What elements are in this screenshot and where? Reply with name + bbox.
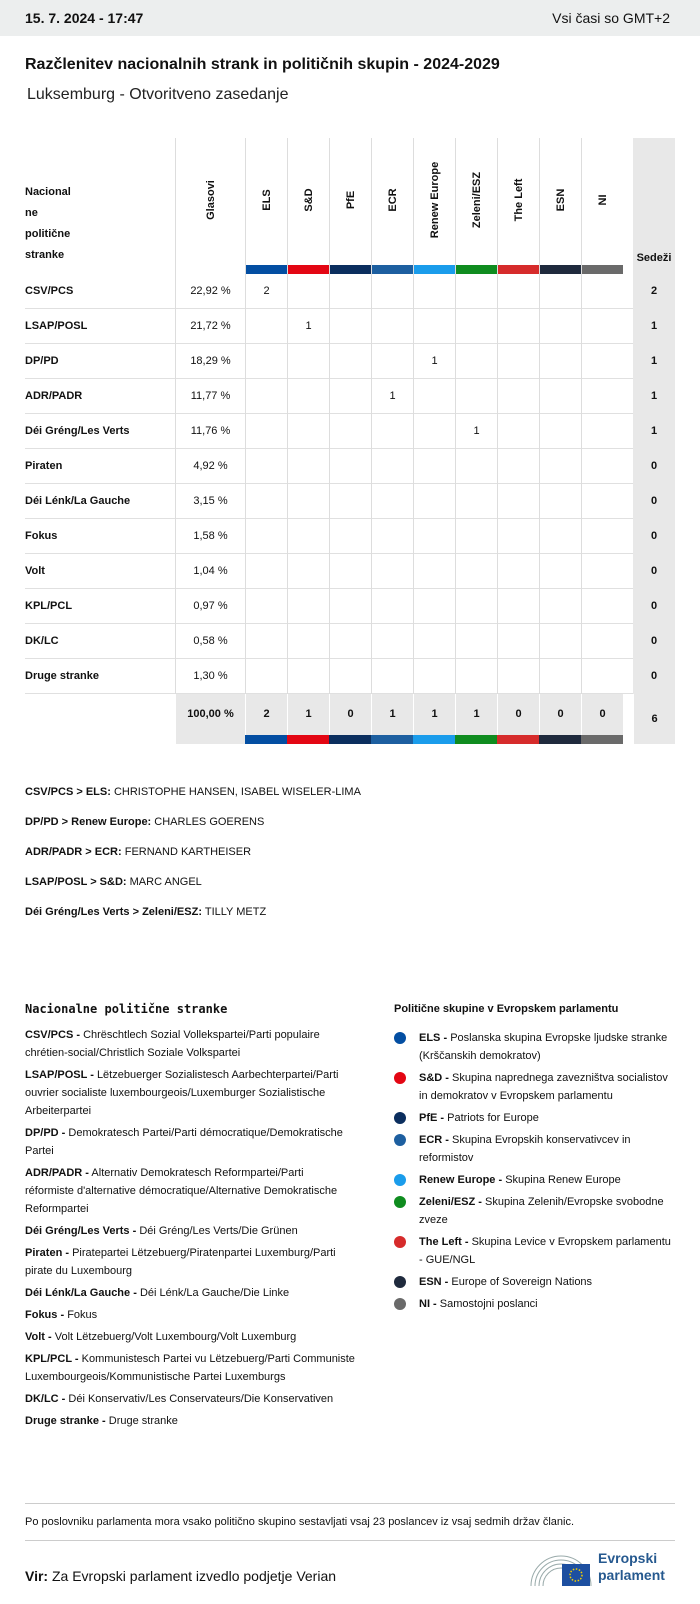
- group-seat-cell: [413, 309, 455, 344]
- group-color-bar: [456, 265, 497, 274]
- group-seat-cell: [581, 484, 623, 519]
- group-seat-cell: [371, 589, 413, 624]
- elected-members-list: [25, 786, 361, 936]
- group-column-header: Renew Europe: [413, 138, 455, 274]
- totals-row: [25, 694, 675, 744]
- group-seat-cell: [329, 309, 371, 344]
- total-group-seats: 0: [581, 694, 623, 735]
- group-seat-cell: [287, 624, 329, 659]
- national-party-legend-item: KPL/PCL - Kommunistesch Partei vu Lëtzebuerg/Parti Communiste Luxembourgeois/Kommunistische Partei Luxemburgs: [25, 1353, 355, 1383]
- group-seat-cell: [245, 554, 287, 589]
- group-seat-cell: [287, 659, 329, 694]
- group-seat-cell: [371, 344, 413, 379]
- table-row: [25, 309, 675, 344]
- group-color-bar: [245, 735, 287, 744]
- group-color-bar: [371, 735, 413, 744]
- vote-share: 22,92 %: [175, 274, 245, 309]
- group-column-header: The Left: [497, 138, 539, 274]
- group-seat-cell: [329, 624, 371, 659]
- table-row: [25, 484, 675, 519]
- group-seat-cell: [455, 519, 497, 554]
- group-seat-cell: [413, 274, 455, 309]
- group-seat-cell: [371, 519, 413, 554]
- party-name: ADR/PADR: [25, 390, 83, 402]
- political-group-legend-item: ELS - Poslanska skupina Evropske ljudske stranke (Krščanskih demokratov): [394, 1029, 674, 1065]
- vote-share: 0,97 %: [175, 589, 245, 624]
- table-row: [25, 379, 675, 414]
- party-name: Déi Lénk/La Gauche: [25, 495, 131, 507]
- group-column-header: ESN: [539, 138, 581, 274]
- group-seat-cell: [455, 484, 497, 519]
- seats-cell: 0: [633, 624, 675, 659]
- group-seat-cell: [371, 659, 413, 694]
- table-row: [25, 449, 675, 484]
- elected-entry: CSV/PCS > ELS: CHRISTOPHE HANSEN, ISABEL WISELER-LIMA: [25, 786, 361, 798]
- group-seat-cell: [413, 379, 455, 414]
- vote-share: 1,58 %: [175, 519, 245, 554]
- group-seat-cell: [329, 519, 371, 554]
- group-seat-cell: [413, 414, 455, 449]
- political-group-legend-item: ESN - Europe of Sovereign Nations: [394, 1273, 674, 1291]
- party-name: DP/PD: [25, 355, 59, 367]
- political-group-legend-item: Zeleni/ESZ - Skupina Zelenih/Evropske svobodne zveze: [394, 1193, 674, 1229]
- group-dot-icon: [394, 1174, 406, 1186]
- elected-entry: Déi Gréng/Les Verts > Zeleni/ESZ: TILLY METZ: [25, 906, 267, 918]
- total-group-seats: 0: [497, 694, 539, 735]
- group-dot-icon: [394, 1236, 406, 1248]
- seats-cell: 0: [633, 449, 675, 484]
- group-seat-cell: [413, 589, 455, 624]
- group-seat-cell: [329, 274, 371, 309]
- group-seat-cell: [497, 484, 539, 519]
- group-seat-cell: [497, 449, 539, 484]
- seats-cell: 0: [633, 519, 675, 554]
- national-party-legend-item: CSV/PCS - Chrëschtlech Sozial Vollekspartei/Parti populaire chrétien-social/Christlich Soziale Volkspartei: [25, 1029, 320, 1059]
- political-groups-legend: [394, 1000, 674, 1317]
- total-group-seats: 1: [413, 694, 455, 735]
- group-color-bar: [288, 265, 329, 274]
- total-group-seats: 1: [287, 694, 329, 735]
- group-seat-cell: [497, 379, 539, 414]
- national-party-legend-item: DK/LC - Déi Konservativ/Les Conservateurs/Die Konservativen: [25, 1393, 334, 1405]
- group-seat-cell: [581, 449, 623, 484]
- group-seat-cell: [329, 589, 371, 624]
- elected-entry: ADR/PADR > ECR: FERNAND KARTHEISER: [25, 846, 252, 858]
- group-seat-cell: [581, 659, 623, 694]
- vote-share: 11,76 %: [175, 414, 245, 449]
- group-column-header: ECR: [371, 138, 413, 274]
- party-name: KPL/PCL: [25, 600, 73, 612]
- group-seat-cell: [455, 659, 497, 694]
- national-party-legend-item: Druge stranke - Druge stranke: [25, 1415, 178, 1427]
- group-column-header: S&D: [287, 138, 329, 274]
- group-seat-cell: [329, 449, 371, 484]
- vote-share: 0,58 %: [175, 624, 245, 659]
- seats-cell: 1: [633, 379, 675, 414]
- group-color-bar: [582, 265, 623, 274]
- group-seat-cell: 1: [287, 309, 329, 344]
- political-group-legend-item: NI - Samostojni poslanci: [394, 1295, 674, 1313]
- group-seat-cell: [329, 554, 371, 589]
- source-line: Vir: Za Evropski parlament izvedlo podjetje Verian: [25, 1568, 337, 1584]
- group-dot-icon: [394, 1072, 406, 1084]
- group-seat-cell: [539, 554, 581, 589]
- table-row: [25, 659, 675, 694]
- seats-cell: 0: [633, 589, 675, 624]
- group-seat-cell: 1: [413, 344, 455, 379]
- group-seat-cell: [245, 519, 287, 554]
- table-row: [25, 519, 675, 554]
- group-color-bar: [414, 265, 455, 274]
- group-dot-icon: [394, 1298, 406, 1310]
- group-seat-cell: [581, 554, 623, 589]
- seats-column-header: Sedeži: [633, 138, 675, 274]
- group-seat-cell: [413, 519, 455, 554]
- national-party-legend-item: LSAP/POSL - Lëtzebuerger Sozialistesch Aarbechterpartei/Parti ouvrier socialiste luxembourgeois/Luxemburger Sozialistische Arbeiterpartei: [25, 1069, 339, 1117]
- seats-cell: 0: [633, 554, 675, 589]
- group-color-bar: [540, 265, 581, 274]
- group-seat-cell: [245, 624, 287, 659]
- group-seat-cell: [581, 414, 623, 449]
- group-color-bar: [372, 265, 413, 274]
- group-dot-icon: [394, 1112, 406, 1124]
- group-seat-cell: [287, 344, 329, 379]
- vote-share: 18,29 %: [175, 344, 245, 379]
- group-seat-cell: 1: [371, 379, 413, 414]
- group-seat-cell: [455, 589, 497, 624]
- national-party-legend-item: ADR/PADR - Alternativ Demokratesch Reformpartei/Parti réformiste d'alternative démocratique/Alternative Demokratische Reformpartei: [25, 1167, 338, 1215]
- group-color-bar: [581, 735, 623, 744]
- political-group-legend-item: The Left - Skupina Levice v Evropskem parlamentu - GUE/NGL: [394, 1233, 674, 1269]
- group-column-header: NI: [581, 138, 623, 274]
- group-color-bar: [498, 265, 539, 274]
- group-seat-cell: [287, 449, 329, 484]
- party-name: Druge stranke: [25, 670, 99, 682]
- national-parties-legend-title: Nacionalne politične stranke: [25, 1002, 228, 1016]
- table-row: [25, 274, 675, 309]
- group-dot-icon: [394, 1134, 406, 1146]
- group-seat-cell: [287, 554, 329, 589]
- group-seat-cell: [581, 344, 623, 379]
- group-seat-cell: [329, 659, 371, 694]
- group-seat-cell: [371, 274, 413, 309]
- group-seat-cell: [245, 484, 287, 519]
- group-seat-cell: [539, 519, 581, 554]
- group-column-header: ELS: [245, 138, 287, 274]
- group-seat-cell: [581, 274, 623, 309]
- group-seat-cell: [413, 449, 455, 484]
- group-seat-cell: [581, 519, 623, 554]
- group-seat-cell: [329, 484, 371, 519]
- elected-entry: LSAP/POSL > S&D: MARC ANGEL: [25, 876, 202, 888]
- group-seat-cell: [581, 309, 623, 344]
- table-header: [25, 138, 675, 274]
- group-seat-cell: [497, 274, 539, 309]
- seats-cell: 1: [633, 344, 675, 379]
- group-color-bar: [539, 735, 581, 744]
- party-name: Piraten: [25, 460, 63, 472]
- vote-share: 11,77 %: [175, 379, 245, 414]
- group-seat-cell: [245, 659, 287, 694]
- group-seat-cell: [539, 484, 581, 519]
- group-seat-cell: [287, 519, 329, 554]
- group-seat-cell: 1: [455, 414, 497, 449]
- vote-share: 4,92 %: [175, 449, 245, 484]
- group-seat-cell: [497, 659, 539, 694]
- group-column-header: PfE: [329, 138, 371, 274]
- group-seat-cell: [539, 344, 581, 379]
- national-party-legend-item: Piraten - Piratepartei Lëtzebuerg/Piratenpartei Luxemburg/Parti pirate du Luxembourg: [25, 1247, 336, 1277]
- group-seat-cell: [245, 379, 287, 414]
- parliament-hemicycle-icon: [528, 1550, 594, 1590]
- page-title: Razčlenitev nacionalnih strank in političnih skupin - 2024-2029: [25, 56, 500, 73]
- group-seat-cell: [539, 624, 581, 659]
- group-seat-cell: [455, 624, 497, 659]
- group-seat-cell: [371, 449, 413, 484]
- group-seat-cell: [581, 379, 623, 414]
- group-color-bar: [287, 735, 329, 744]
- seats-cell: 1: [633, 414, 675, 449]
- national-party-legend-item: DP/PD - Demokratesch Partei/Parti démocratique/Demokratische Partei: [25, 1127, 343, 1157]
- national-party-legend-item: Volt - Volt Lëtzebuerg/Volt Luxembourg/Volt Luxemburg: [25, 1331, 297, 1343]
- total-seats: 6: [633, 694, 675, 744]
- group-seat-cell: [287, 274, 329, 309]
- ep-logo: Evropski parlament: [528, 1550, 678, 1592]
- table-row: [25, 554, 675, 589]
- political-group-legend-item: S&D - Skupina naprednega zavezništva socialistov in demokratov v Evropskem parlamentu: [394, 1069, 674, 1105]
- group-seat-cell: [245, 449, 287, 484]
- seats-cell: 1: [633, 309, 675, 344]
- group-seat-cell: [497, 554, 539, 589]
- group-seat-cell: [455, 309, 497, 344]
- group-seat-cell: [287, 379, 329, 414]
- group-color-bar: [497, 735, 539, 744]
- group-seat-cell: [371, 554, 413, 589]
- group-dot-icon: [394, 1276, 406, 1288]
- party-name: CSV/PCS: [25, 285, 74, 297]
- party-name: LSAP/POSL: [25, 320, 88, 332]
- group-seat-cell: [287, 484, 329, 519]
- party-name: Fokus: [25, 530, 58, 542]
- group-seat-cell: [497, 519, 539, 554]
- group-color-bar: [413, 735, 455, 744]
- page-subtitle: Luksemburg - Otvoritveno zasedanje: [27, 86, 289, 103]
- vote-share: 1,30 %: [175, 659, 245, 694]
- group-seat-cell: [371, 484, 413, 519]
- vote-share: 21,72 %: [175, 309, 245, 344]
- group-seat-cell: [539, 274, 581, 309]
- group-seat-cell: [539, 449, 581, 484]
- group-seat-cell: [539, 589, 581, 624]
- group-seat-cell: [539, 414, 581, 449]
- national-party-legend-item: Déi Lénk/La Gauche - Déi Lénk/La Gauche/Die Linke: [25, 1287, 290, 1299]
- political-group-legend-item: PfE - Patriots for Europe: [394, 1109, 674, 1127]
- total-group-seats: 2: [245, 694, 287, 735]
- group-seat-cell: [497, 414, 539, 449]
- national-parties-legend: [25, 1000, 355, 1434]
- timezone-note: Vsi časi so GMT+2: [552, 10, 670, 26]
- group-seat-cell: [329, 414, 371, 449]
- table-row: [25, 589, 675, 624]
- seats-cell: 0: [633, 659, 675, 694]
- group-seat-cell: [413, 554, 455, 589]
- total-group-seats: 0: [329, 694, 371, 735]
- group-seat-cell: [581, 624, 623, 659]
- group-seat-cell: [371, 414, 413, 449]
- top-bar: [0, 0, 700, 36]
- group-dot-icon: [394, 1032, 406, 1044]
- group-dot-icon: [394, 1196, 406, 1208]
- political-group-legend-item: Renew Europe - Skupina Renew Europe: [394, 1171, 674, 1189]
- total-group-seats: 1: [371, 694, 413, 735]
- group-seat-cell: [455, 379, 497, 414]
- group-color-bar: [246, 265, 287, 274]
- vote-share: 3,15 %: [175, 484, 245, 519]
- group-seat-cell: [539, 659, 581, 694]
- party-name: Déi Gréng/Les Verts: [25, 425, 130, 437]
- group-seat-cell: [287, 414, 329, 449]
- table-row: [25, 414, 675, 449]
- table-row: [25, 624, 675, 659]
- group-color-bar: [329, 735, 371, 744]
- total-group-seats: 1: [455, 694, 497, 735]
- national-party-legend-item: Déi Gréng/Les Verts - Déi Gréng/Les Verts/Die Grünen: [25, 1225, 298, 1237]
- total-votes: 100,00 %: [175, 694, 245, 744]
- group-seat-cell: [329, 379, 371, 414]
- political-group-legend-item: ECR - Skupina Evropskih konservativcev in reformistov: [394, 1131, 674, 1167]
- group-seat-cell: [497, 344, 539, 379]
- group-seat-cell: [497, 589, 539, 624]
- total-group-seats: 0: [539, 694, 581, 735]
- group-seat-cell: [371, 309, 413, 344]
- political-groups-legend-title: Politične skupine v Evropskem parlamentu: [394, 1003, 619, 1015]
- group-seat-cell: [413, 484, 455, 519]
- seats-cell: 2: [633, 274, 675, 309]
- party-column-header: Nacional ne politične stranke: [25, 186, 71, 261]
- group-seat-cell: [413, 624, 455, 659]
- group-seat-cell: [371, 624, 413, 659]
- group-seat-cell: [581, 589, 623, 624]
- group-seat-cell: [245, 344, 287, 379]
- elected-entry: DP/PD > Renew Europe: CHARLES GOERENS: [25, 816, 265, 828]
- party-name: DK/LC: [25, 635, 59, 647]
- vote-share: 1,04 %: [175, 554, 245, 589]
- seats-cell: 0: [633, 484, 675, 519]
- group-color-bar: [455, 735, 497, 744]
- group-column-header: Zeleni/ESZ: [455, 138, 497, 274]
- party-name: Volt: [25, 565, 45, 577]
- group-seat-cell: [455, 344, 497, 379]
- table-row: [25, 344, 675, 379]
- group-seat-cell: [455, 274, 497, 309]
- results-table: [25, 138, 675, 744]
- group-seat-cell: [455, 449, 497, 484]
- group-seat-cell: [413, 659, 455, 694]
- national-party-legend-item: Fokus - Fokus: [25, 1309, 98, 1321]
- votes-column-header: Glasovi: [175, 138, 245, 274]
- group-seat-cell: [245, 309, 287, 344]
- group-seat-cell: [497, 309, 539, 344]
- group-seat-cell: 2: [245, 274, 287, 309]
- group-seat-cell: [497, 624, 539, 659]
- group-seat-cell: [287, 589, 329, 624]
- group-seat-cell: [539, 309, 581, 344]
- group-seat-cell: [539, 379, 581, 414]
- timestamp: 15. 7. 2024 - 17:47: [25, 10, 144, 26]
- group-seat-cell: [329, 344, 371, 379]
- group-seat-cell: [455, 554, 497, 589]
- group-seat-cell: [245, 414, 287, 449]
- group-seat-cell: [245, 589, 287, 624]
- group-color-bar: [330, 265, 371, 274]
- rules-note: Po poslovniku parlamenta mora vsako politično skupino sestavljati vsaj 23 poslancev iz vsaj sedmih držav članic.: [25, 1503, 675, 1541]
